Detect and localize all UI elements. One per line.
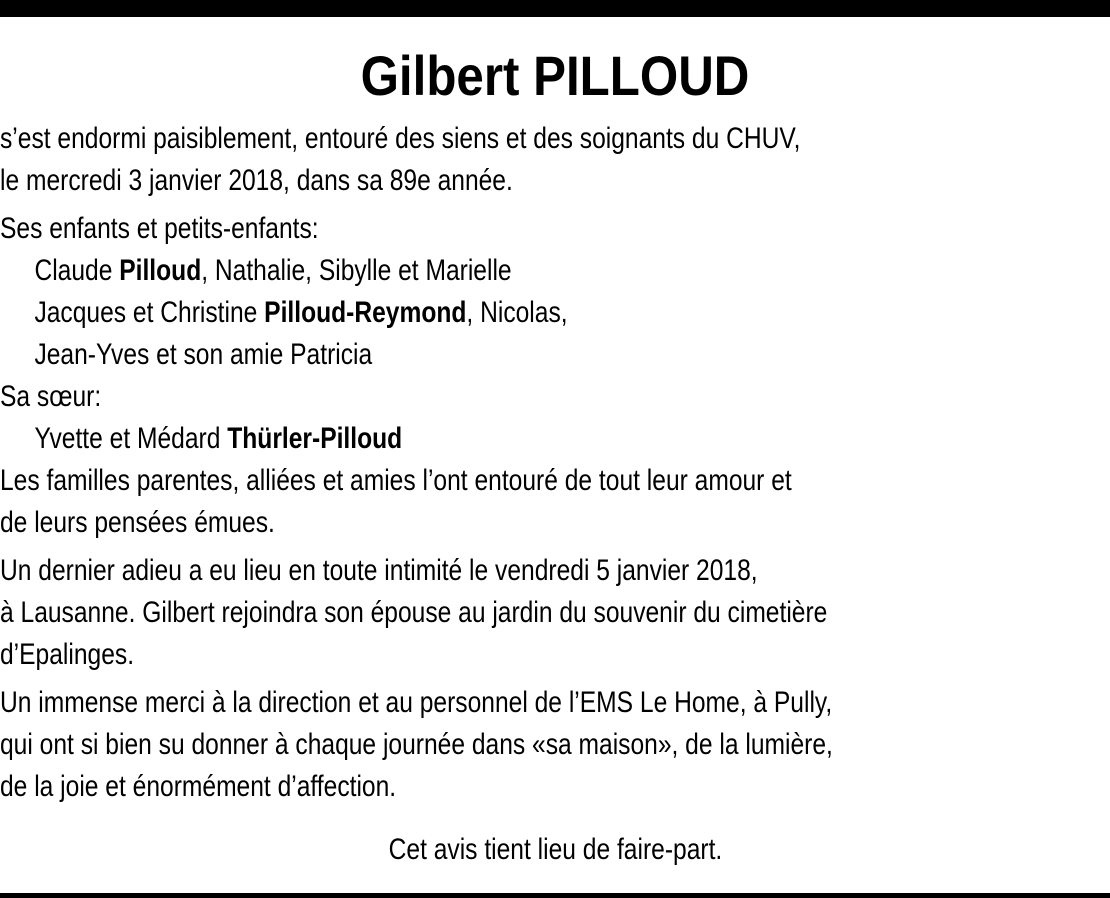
thanks-line-2: qui ont si bien su donner à chaque journée dans «sa maison», de la lumière, [0,728,833,761]
deceased-name-title: Gilbert PILLOUD [360,44,750,107]
sister-surname: Thürler-Pilloud [227,422,403,455]
child-descendants: , Nathalie, Sibylle et Marielle [201,254,512,287]
child-first-names: Jacques et Christine [34,296,265,329]
child-surname: Pilloud [119,254,202,287]
farewell-line-2: à Lausanne. Gilbert rejoindra son épouse au jardin du souvenir du cimetière [0,596,828,629]
children-heading: Ses enfants et petits-enfants: [0,212,319,245]
child-surname: Pilloud-Reymond [264,296,467,329]
families-line-1: Les familles parentes, alliées et amies l’ont entouré de tout leur amour et [0,464,792,497]
closing-note [0,829,1110,871]
intro-line-1: s’est endormi paisiblement, entouré des siens et des soignants du CHUV, [0,122,801,155]
child-first-names: Claude [34,254,120,287]
sister-first-names: Yvette et Médard [34,422,228,455]
thanks-line-1: Un immense merci à la direction et au personnel de l’EMS Le Home, à Pully, [0,686,833,719]
closing-text: Cet avis tient lieu de faire-part. [388,833,722,866]
notice-body [0,118,1109,808]
bottom-border-rule [0,893,1110,898]
child-line-jacques [0,292,1109,334]
farewell-line-3: d’Epalinges. [0,638,135,671]
child-line-jean-yves: Jean-Yves et son amie Patricia [34,338,373,371]
top-border-rule [0,0,1110,17]
child-descendants: , Nicolas, [466,296,568,329]
child-line-claude [0,250,1109,292]
farewell-line-1: Un dernier adieu a eu lieu en toute intimité le vendredi 5 janvier 2018, [0,554,758,587]
obituary-notice [0,34,1110,808]
families-line-2: de leurs pensées émues. [0,506,275,539]
thanks-line-3: de la joie et énormément d’affection. [0,770,397,803]
intro-line-2: le mercredi 3 janvier 2018, dans sa 89e année. [0,164,513,197]
sister-line [0,418,1109,460]
sister-heading: Sa sœur: [0,380,102,413]
